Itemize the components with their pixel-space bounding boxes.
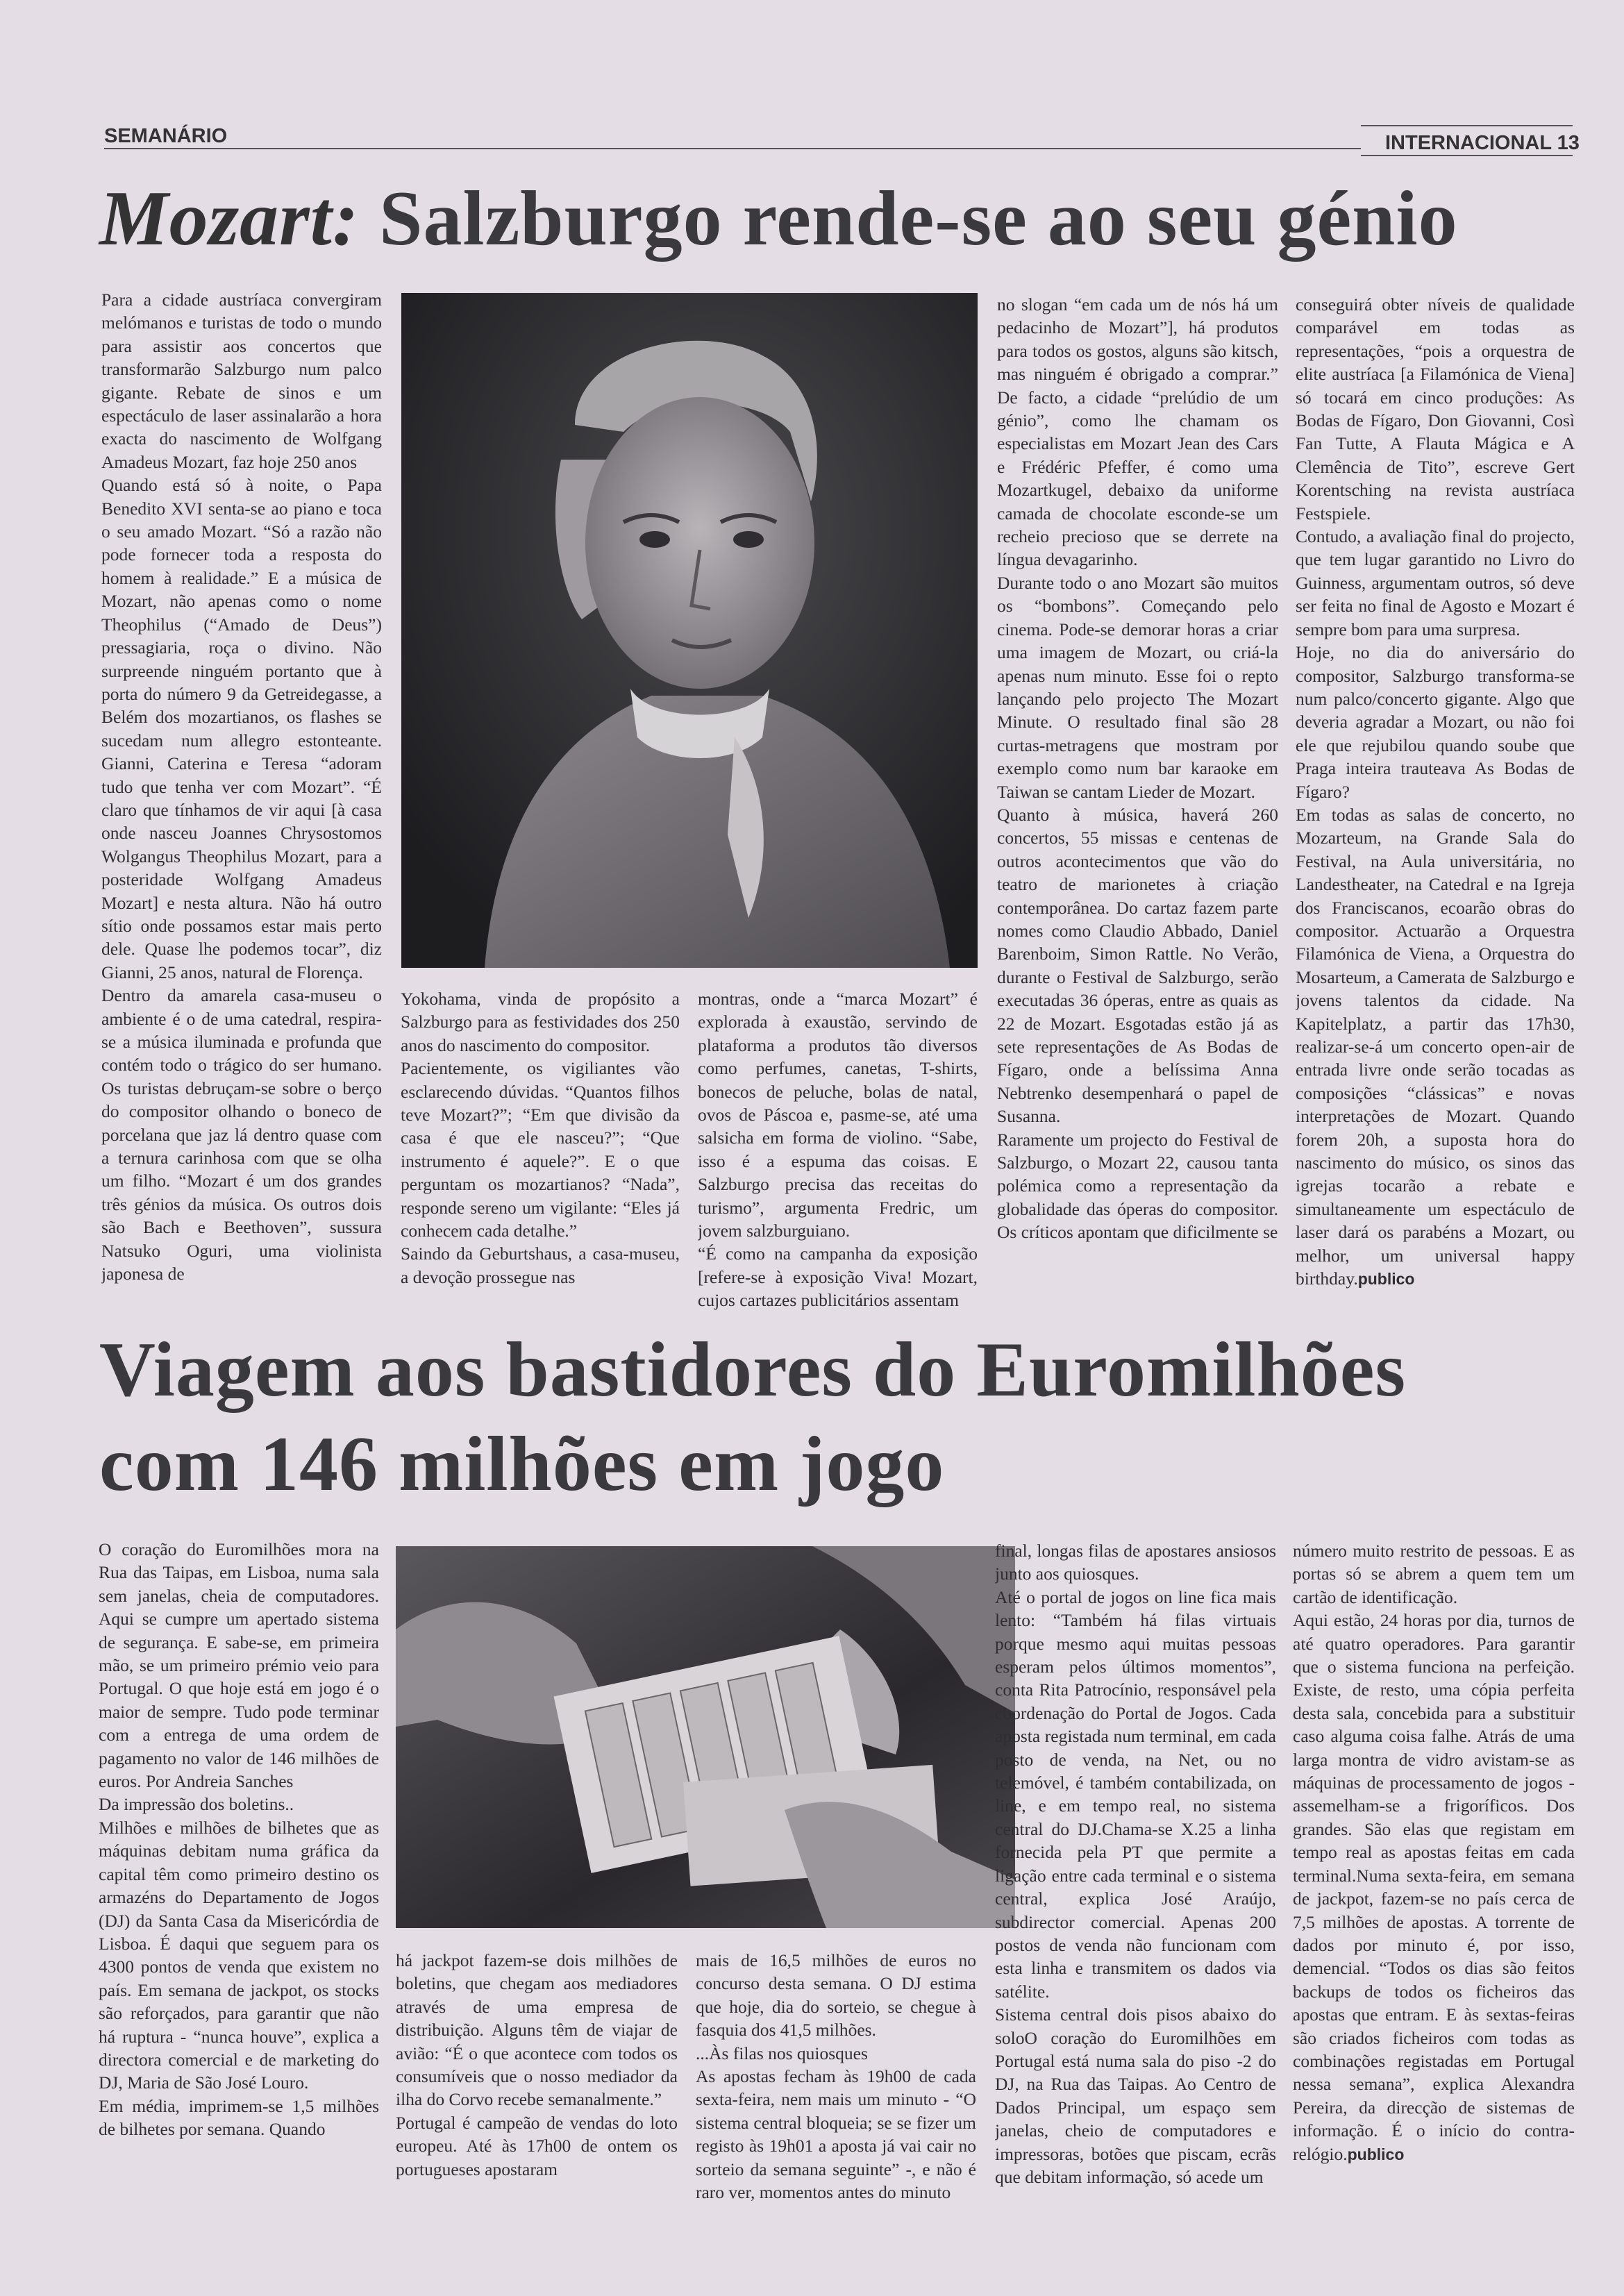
portrait-photo-icon <box>401 293 978 968</box>
article1-column-2 <box>401 987 680 1325</box>
lottery-tickets-photo <box>396 1546 1015 1928</box>
mozart-portrait-photo <box>401 293 978 968</box>
article2-paragraph <box>1293 1609 1575 2166</box>
header-rule <box>104 148 1361 149</box>
article2-final-text: Aqui estão, 24 horas por dia, turnos de até quatro operadores. Para garantir que o sistema funciona na perfeição. Existe, de resto, uma cópia perfeita desta sala, concebida para a substituir caso alguma coisa falhe. Atrás de uma larga montra de vidro avistam-se as máquinas de processamento de jogos - assemelham-se a frigoríficos. Dos grandes. São elas que registam em tempo real as apostas feitas em cada terminal.Numa sexta-feira, em semana de jackpot, fazem-se no país cerca de 7,5 milhões de apostas. A torrente de dados por minuto é, por isso, demencial. “Todos os dias são feitos backups de todos os ficheiros das apostas que entram. E às sextas-feiras são criados ficheiros com todas as combinações registadas em Portugal nessa semana”, explica Alexandra Pereira, da direcção de sistemas de informação. É o início do contra-relógio. <box>1293 1610 1575 2164</box>
article1-paragraph: Durante todo o ano Mozart são muitos os “bombons”. Começando pelo cinema. Pode-se demorar horas a criar uma imagem de Mozart, ou criá-la apenas num minuto. Esse foi o repto lançando pelo projecto The Mozart Minute. O resultado final são 28 curtas-metragens que mostram por exemplo como num bar karaoke em Taiwan se cantam Lieder de Mozart. <box>997 572 1278 802</box>
article2-column-1 <box>99 1538 379 2232</box>
article2-paragraph: Portugal é campeão de vendas do loto europeu. Até às 17h00 de ontem os portugueses apostaram <box>396 2112 678 2179</box>
article1-paragraph: Dentro da amarela casa-museu o ambiente é o de uma catedral, respira-se a música iluminada e profunda que contém todo o trágico do ser humano. Os turistas debruçam-se sobre o berço do compositor olhando o boneco de porcelana que jaz lá dentro quase com a ternura carinhosa com que se olha um filho. “Mozart é um dos grandes três génios da música. Os outros dois são Bach e Beethoven”, sussura Natsuko Oguri, uma violinista japonesa de <box>101 985 382 1284</box>
article1-column-1 <box>101 288 382 1325</box>
article2-headline-line1: Viagem aos bastidores do Euromilhões <box>99 1327 1407 1413</box>
article2-column-5 <box>1293 1539 1575 2234</box>
article2-subheading: Da impressão dos boletins.. <box>99 1794 294 1815</box>
article2-column-3 <box>696 1949 976 2234</box>
article2-headline-line2: com 146 milhões em jogo <box>99 1421 945 1507</box>
article1-paragraph: Hoje, no dia do aniversário do compositor, Salzburgo transforma-se num palco/concerto gigante. Algo que deveria agradar a Mozart, ou não foi ele que rejubilou quando soube que Praga inteira trauteava As Bodas de Fígaro? <box>1296 642 1575 802</box>
newspaper-name: SEMANÁRIO <box>104 125 228 147</box>
article2-paragraph: Em média, imprimem-se 1,5 milhões de bilhetes por semana. Quando <box>99 2095 379 2140</box>
article1-column-3 <box>698 987 978 1325</box>
article2-column-2 <box>396 1949 678 2234</box>
article1-paragraph: “É como na campanha da exposição [refere-se à exposição Viva! Mozart, cujos cartazes publicitários assentam <box>698 1243 978 1311</box>
article1-column-5 <box>1296 293 1575 1325</box>
lottery-tickets-photo-icon <box>396 1546 1015 1928</box>
article2-column-4 <box>995 1539 1276 2234</box>
article2-paragraph: há jackpot fazem-se dois milhões de boletins, que chegam aos mediadores através de uma empresa de distribuição. Alguns têm de viajar de avião: “É o que acontece com todos os consumíveis que o nosso mediador da ilha do Corvo recebe semanalmente.” <box>396 1950 678 2110</box>
article1-paragraph: Quando está só à noite, o Papa Benedito XVI senta-se ao piano e toca o seu amado Mozart. “Só a razão não pode fornecer toda a resposta do homem à realidade.” E a música de Mozart, não apenas como o nome Theophilus (“Amado de Deus”) pressagiaria, roça o divino. Não surpreende ninguém portanto que à porta do número 9 da Getreidegasse, a Belém dos mozartianos, os flashes se sucedam num allegro estonteante. Gianni, Caterina e Teresa “adoram tudo que tenha ver com Mozart”. “É claro que tínhamos de vir aqui [à casa onde nasceu Joannes Chrysostomos Wolgangus Theophilus Mozart, para a posteridade Wolfgang Amadeus Mozart] e nesta altura. Não há outro sítio onde possamos estar mais perto dele. Quase lhe podemos tocar”, diz Gianni, 25 anos, natural de Florença. <box>101 475 382 982</box>
article2-paragraph: final, longas filas de apostares ansiosos junto aos quiosques. <box>995 1541 1276 1584</box>
article2-paragraph: Sistema central dois pisos abaixo do soloO coração do Euromilhões em Portugal está numa sala do piso -2 do DJ, na Rua das Taipas. Ao Centro de Dados Principal, um espaço sem janelas, cheio de computadores e impressoras, botões que piscam, ecrãs que debitam informação, só acede um <box>995 2004 1276 2187</box>
headline-italic-part: Mozart: <box>99 176 360 262</box>
article2-source-signoff: publico <box>1347 2145 1405 2163</box>
headline-main-part: Salzburgo rende-se ao seu génio <box>379 176 1458 262</box>
article1-paragraph: no slogan “em cada um de nós há um pedacinho de Mozart”], há produtos para todos os gostos, alguns são kitsch, mas ninguém é obrigado a comprar.” De facto, a cidade “prelúdio de um génio”, como lhe chamam os especialistas em Mozart Jean des Cars e Frédéric Pfeffer, é como uma Mozartkugel, debaixo da uniforme camada de chocolate esconde-se um recheio precioso que se derrete na língua devagarinho. <box>997 294 1278 570</box>
article1-lead: Para a cidade austríaca convergiram melómanos e turistas de todo o mundo para assistir aos concertos que transformarão Salzburgo num palco gigante. Rebate de sinos e um espectáculo de laser assinalarão a hora exacta do nascimento de Wolfgang Amadeus Mozart, faz hoje 250 anos <box>101 290 382 472</box>
article2-headline <box>99 1323 1406 1511</box>
article1-paragraph: Contudo, a avaliação final do projecto, que tem lugar garantido no Livro do Guinness, argumentam outros, só deve ser feita no final de Agosto e Mozart é sempre bom para uma surpresa. <box>1296 526 1575 639</box>
article2-paragraph: Até o portal de jogos on line fica mais lento: “Também há filas virtuais porque mesmo aqui muitas pessoas esperam pelos últimos momentos”, conta Rita Patrocínio, responsável pela coordenação do Portal de Jogos. Cada aposta registada num terminal, em cada posto de venda, na Net, ou no telemóvel, é também contabilizada, on line, e em tempo real, no sistema central do DJ.Chama-se X.25 a linha fornecida pela PT que permite a ligação entre cada terminal e o sistema central, explica José Araújo, subdirector comercial. Apenas 200 postos de venda não funcionam com esta linha e transmitem os dados via satélite. <box>995 1586 1276 2002</box>
article1-paragraph: conseguirá obter níveis de qualidade comparável em todas as representações, “pois a orquestra de elite austríaca [a Filamónica de Viena] só tocará em cinco produções: As Bodas de Fígaro, Don Giovanni, Così Fan Tutte, A Flauta Mágica e A Clemência de Tito”, escreve Gert Korentsching na revista austríaca Festspiele. <box>1296 294 1575 523</box>
article1-source-signoff: publico <box>1357 1270 1415 1289</box>
article2-subheading: ...Às filas nos quiosques <box>696 2043 868 2063</box>
article1-paragraph: montras, onde a “marca Mozart” é explorada à exaustão, servindo de plataforma a produtos tão diversos como perfumes, canetas, T-shirts, bonecos de peluche, bolas de natal, ovos de Páscoa e, pasme-se, até uma salsicha em forma de violino. “Sabe, isso é a espuma das coisas. E Salzburgo precisa das receitas do turismo”, argumenta Fredric, um jovem salzburguiano. <box>698 989 978 1241</box>
article1-paragraph: Saindo da Geburtshaus, a casa-museu, a devoção prossegue nas <box>401 1243 680 1287</box>
article1-paragraph: Raramente um projecto do Festival de Salzburgo, o Mozart 22, causou tanta polémica como a representação da globalidade das óperas do compositor. Os críticos apontam que dificilmente se <box>997 1129 1278 1243</box>
article1-paragraph: Pacientemente, os vigiliantes vão esclarecendo dúvidas. “Quantos filhos teve Mozart?”; “Em que divisão da casa é que ele nasceu?”; “Que instrumento é aquele?”. E o que perguntam os mozartianos? “Nada”, responde sereno um vigilante: “Eles já conhecem cada detalhe.” <box>401 1058 680 1241</box>
header-rule-right-bottom <box>1361 155 1573 156</box>
article1-final-text: Em todas as salas de concerto, no Mozarteum, na Grande Sala do Festival, na Aula universitária, no Landestheater, na Catedral e na Igreja dos Franciscanos, ecoarão obras do compositor. Actuarão a Orquestra Filamónica de Viena, a Orquestra do Mosarteum, a Camerata de Salzburgo e jovens talentos da cidade. Na Kapitelplatz, a partir das 17h30, realizar-se-á um concerto open-air de entrada livre onde serão tocadas as composições “clássicas” e novas interpretações de Mozart. Quando forem 20h, a suposta hora do nascimento do músico, os sinos das igrejas tocarão a rebate e simultaneamente um espectáculo de laser dará os parabéns a Mozart, ou melhor, um universal happy birthday. <box>1296 804 1575 1289</box>
article1-paragraph <box>1296 803 1575 1291</box>
article1-paragraph: Quanto à música, haverá 260 concertos, 55 missas e centenas de outros acontecimentos que vão do teatro de marionetes à criação contemporânea. Do cartaz fazem parte nomes como Claudio Abbado, Daniel Barenboim, Simon Rattle. No Verão, durante o Festival de Salzburgo, serão executadas 36 óperas, entre as quais as 22 de Mozart. Esgotadas estão já as sete representações de As Bodas de Fígaro, onde a belíssima Anna Nebtrenko desempenhará o papel de Susanna. <box>997 804 1278 1127</box>
header-rule-right-top <box>1361 125 1573 126</box>
article1-headline <box>99 174 1458 264</box>
section-page-label: INTERNACIONAL 13 <box>1385 132 1580 154</box>
article2-lead: O coração do Euromilhões mora na Rua das Taipas, em Lisboa, numa sala sem janelas, cheia de computadores. Aqui se cumpre um apertado sistema de segurança. E sabe-se, em primeira mão, se um primeiro prémio veio para Portugal. O que hoje está em jogo é o maior de sempre. Tudo pode terminar com a entrega de uma ordem de pagamento no valor de 146 milhões de euros. Por Andreia Sanches <box>99 1539 379 1792</box>
article1-paragraph: Yokohama, vinda de propósito a Salzburgo para as festividades dos 250 anos do nascimento do compositor. <box>401 989 680 1055</box>
article2-paragraph: Milhões e milhões de bilhetes que as máquinas debitam numa gráfica da capital têm como primeiro destino os armazéns do Departamento de Jogos (DJ) da Santa Casa da Misericórdia de Lisboa. É daqui que seguem para os 4300 pontos de venda que existem no país. Em semana de jackpot, os stocks são reforçados, para garantir que não há ruptura - “nunca houve”, explica a directora comercial e de marketing do DJ, Maria de São José Louro. <box>99 1817 379 2093</box>
article2-paragraph: mais de 16,5 milhões de euros no concurso desta semana. O DJ estima que hoje, dia do sorteio, se chegue à fasquia dos 41,5 milhões. <box>696 1950 976 2041</box>
article2-paragraph: As apostas fecham às 19h00 de cada sexta-feira, nem mais um minuto - “O sistema central bloqueia; se se fizer um registo às 19h01 a aposta já vai cair no sorteio da semana seguinte” -, e não é raro ver, momentos antes do minuto <box>696 2066 976 2203</box>
article2-paragraph: número muito restrito de pessoas. E as portas só se abrem a quem tem um cartão de identificação. <box>1293 1541 1575 1607</box>
article1-column-4 <box>997 293 1278 1325</box>
